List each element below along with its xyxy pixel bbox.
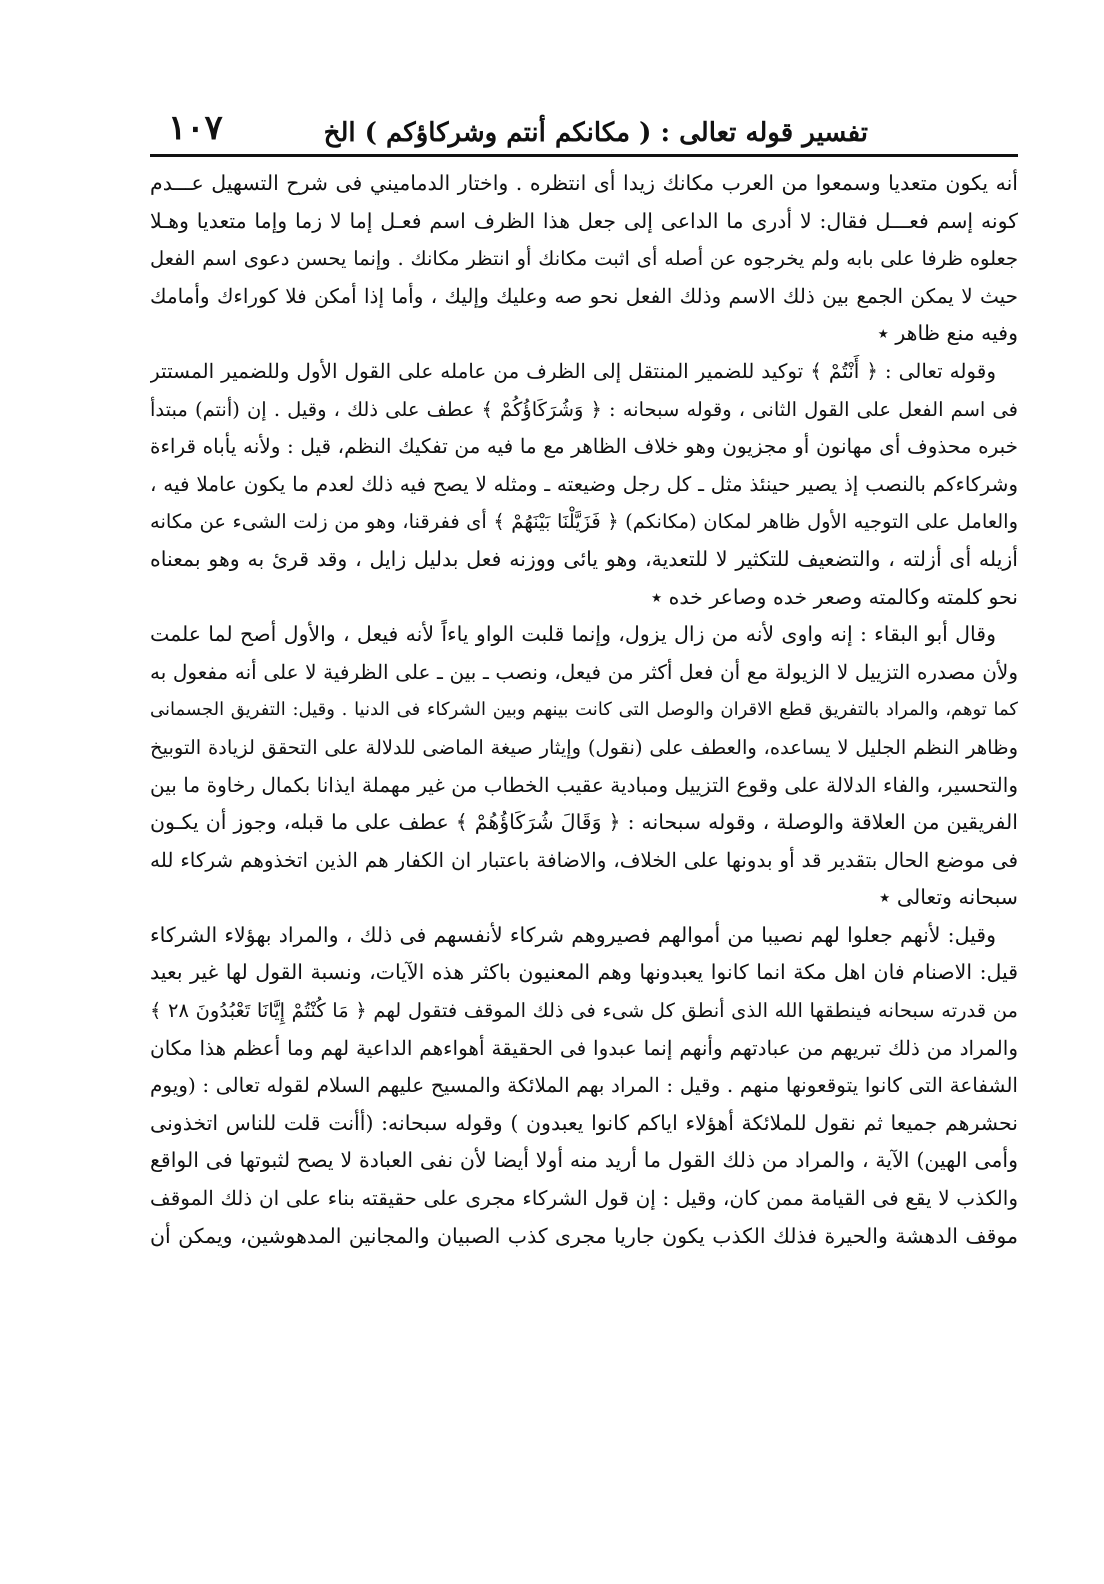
text-line: والكذب لا يقع فى القيامة ممن كان، وقيل : إن قول الشركاء مجرى على حقيقته بناء على ان ذلك الموقف xyxy=(150,1186,1018,1211)
text-line: وقال أبو البقاء : إنه واوى لأنه من زال يزول، وإنما قلبت الواو ياءاً لأنه فيعل ، والأول أصح لما علمت xyxy=(150,622,996,647)
paragraph xyxy=(150,616,1018,917)
text-line: الشفاعة التى كانوا يتوقعونها منهم . وقيل : المراد بهم الملائكة والمسيح عليهم السلام لقوله تعالى : (ويوم xyxy=(150,1073,1018,1098)
text-line: جعلوه ظرفا على بابه ولم يخرجوه عن أصله أى اثبت مكانك أو انتظر مكانك . وإنما يحسن دعوى اسم الفعل xyxy=(150,247,1018,271)
text-line: نحشرهم جميعا ثم نقول للملائكة أهؤلاء اياكم كانوا يعبدون ) وقوله سبحانه: (أأنت قلت للناس اتخذونى xyxy=(150,1110,1018,1135)
text-line: سبحانه وتعالى ٭ xyxy=(879,885,1018,910)
text-line: وقيل: لأنهم جعلوا لهم نصيبا من أموالهم فصيروهم شركاء لأنفسهم فى ذلك ، والمراد بهؤلاء الشركاء xyxy=(150,922,996,947)
page-header xyxy=(150,96,1018,148)
text-line: وظاهر النظم الجليل لا يساعده، والعطف على (نقول) وإيثار صيغة الماضى للدلالة على التحقق لزيادة التوبيخ xyxy=(150,735,1018,759)
text-line: حيث لا يمكن الجمع بين ذلك الاسم وذلك الفعل نحو صه وعليك وإليك ، وأما إذا أمكن فلا كوراءك وأمامك xyxy=(150,283,1018,308)
text-line: والعامل على التوجيه الأول ظاهر لمكان (مكانكم) ﴿ فَزَيَّلْنَا بَيْنَهُمْ ﴾ أى ففرقنا، وهو من زلت الشىء عن مكانه xyxy=(150,510,1018,534)
text-line: فى موضع الحال بتقدير قد أو بدونها على الخلاف، والاضافة باعتبار ان الكفار هم الذين اتخذوهم شركاء لله xyxy=(150,847,1018,872)
text-line: أزيله أى أزلته ، والتضعيف للتكثير لا للتعدية، وهو يائى ووزنه فعل بدليل زايل ، وقد قرئ به وهو بمعناه xyxy=(150,546,1018,571)
book-page xyxy=(150,96,1018,1536)
text-line: وقوله تعالى : ﴿ أَنْتُمْ ﴾ توكيد للضمير المنتقل إلى الظرف من عامله على القول الأول وللضمير المستتر xyxy=(150,358,996,383)
text-line: فى اسم الفعل على القول الثانى ، وقوله سبحانه : ﴿ وَشُرَكَاؤُكُمْ ﴾ عطف على ذلك ، وقيل . إن (أنتم) مبتدأ xyxy=(150,397,1018,421)
text-line: قيل: الاصنام فان اهل مكة انما كانوا يعبدونها وهم المعنيون باكثر هذه الآيات، ونسبة القول لها غير بعيد xyxy=(150,960,1018,985)
body-text xyxy=(150,165,1018,1255)
text-line: وأمى الهين) الآية ، والمراد من ذلك القول ما أريد منه أولا أيضا لأن نفى العبادة لا يصح لثبوتها فى الواقع xyxy=(150,1148,1018,1173)
text-line: وفيه منع ظاهر ٭ xyxy=(877,321,1018,346)
text-line: من قدرته سبحانه فينطقها الله الذى أنطق كل شىء فى ذلك الموقف فتقول لهم ﴿ مَا كُنْتُمْ إِيَّانَا تَعْبُدُونَ ٢٨ ﴾ xyxy=(150,999,1018,1023)
running-title: تفسير قوله تعالى : ( مكانكم أنتم وشركاؤكم ) الخ xyxy=(323,118,868,148)
text-line: موقف الدهشة والحيرة فذلك الكذب يكون جاريا مجرى كذب الصبيان والمجانين المدهوشين، ويمكن أن xyxy=(150,1223,1018,1248)
text-line: أنه يكون متعديا وسمعوا من العرب مكانك زيدا أى انتظره . واختار الدماميني فى شرح التسهيل عـــدم xyxy=(150,171,1018,195)
text-line: والتحسير، والفاء الدلالة على وقوع التزييل ومبادية عقيب الخطاب من غير مهملة ايذانا بكمال رخاوة ما بين xyxy=(150,772,1018,797)
text-line: نحو كلمته وكالمته وصعر خده وصاعر خده ٭ xyxy=(650,584,1018,609)
text-line: كما توهم، والمراد بالتفريق قطع الاقران والوصل التى كانت بينهم وبين الشركاء فى الدنيا . وقيل: التفريق الجسمانى xyxy=(150,699,1018,721)
text-line: والمراد من ذلك تبريهم من عبادتهم وأنهم إنما عبدوا فى الحقيقة أهواءهم الداعية لهم وما أعظم هذا مكان xyxy=(150,1035,1018,1060)
page-number: ١٠٧ xyxy=(168,108,223,148)
paragraph xyxy=(150,917,1018,1255)
text-line: وشركاءكم بالنصب إذ يصير حينئذ مثل ـ كل رجل وضيعته ـ ومثله لا يصح فيه ذلك لعدم ما يكون عاملا فيه ، xyxy=(150,471,1018,496)
header-rule xyxy=(150,154,1018,157)
text-line: كونه إسم فعـــل فقال: لا أدرى ما الداعى إلى جعل هذا الظرف اسم فعـل إما لا زما وإما متعديا وهـلا xyxy=(150,208,1018,233)
text-line: ولأن مصدره التزييل لا الزيولة مع أن فعل أكثر من فيعل، ونصب ـ بين ـ على الظرفية لا على أنه مفعول به xyxy=(150,659,1018,684)
paragraph xyxy=(150,165,1018,353)
text-line: الفريقين من العلاقة والوصلة ، وقوله سبحانه : ﴿ وَقَالَ شُرَكَاؤُهُمْ ﴾ عطف على ما قبله، وجوز أن يكـون xyxy=(150,810,1018,835)
text-line: خبره محذوف أى مهانون أو مجزيون وهو خلاف الظاهر مع ما فيه من تفكيك النظم، قيل : ولأنه يأباه قراءة xyxy=(150,434,1018,459)
paragraph xyxy=(150,353,1018,616)
